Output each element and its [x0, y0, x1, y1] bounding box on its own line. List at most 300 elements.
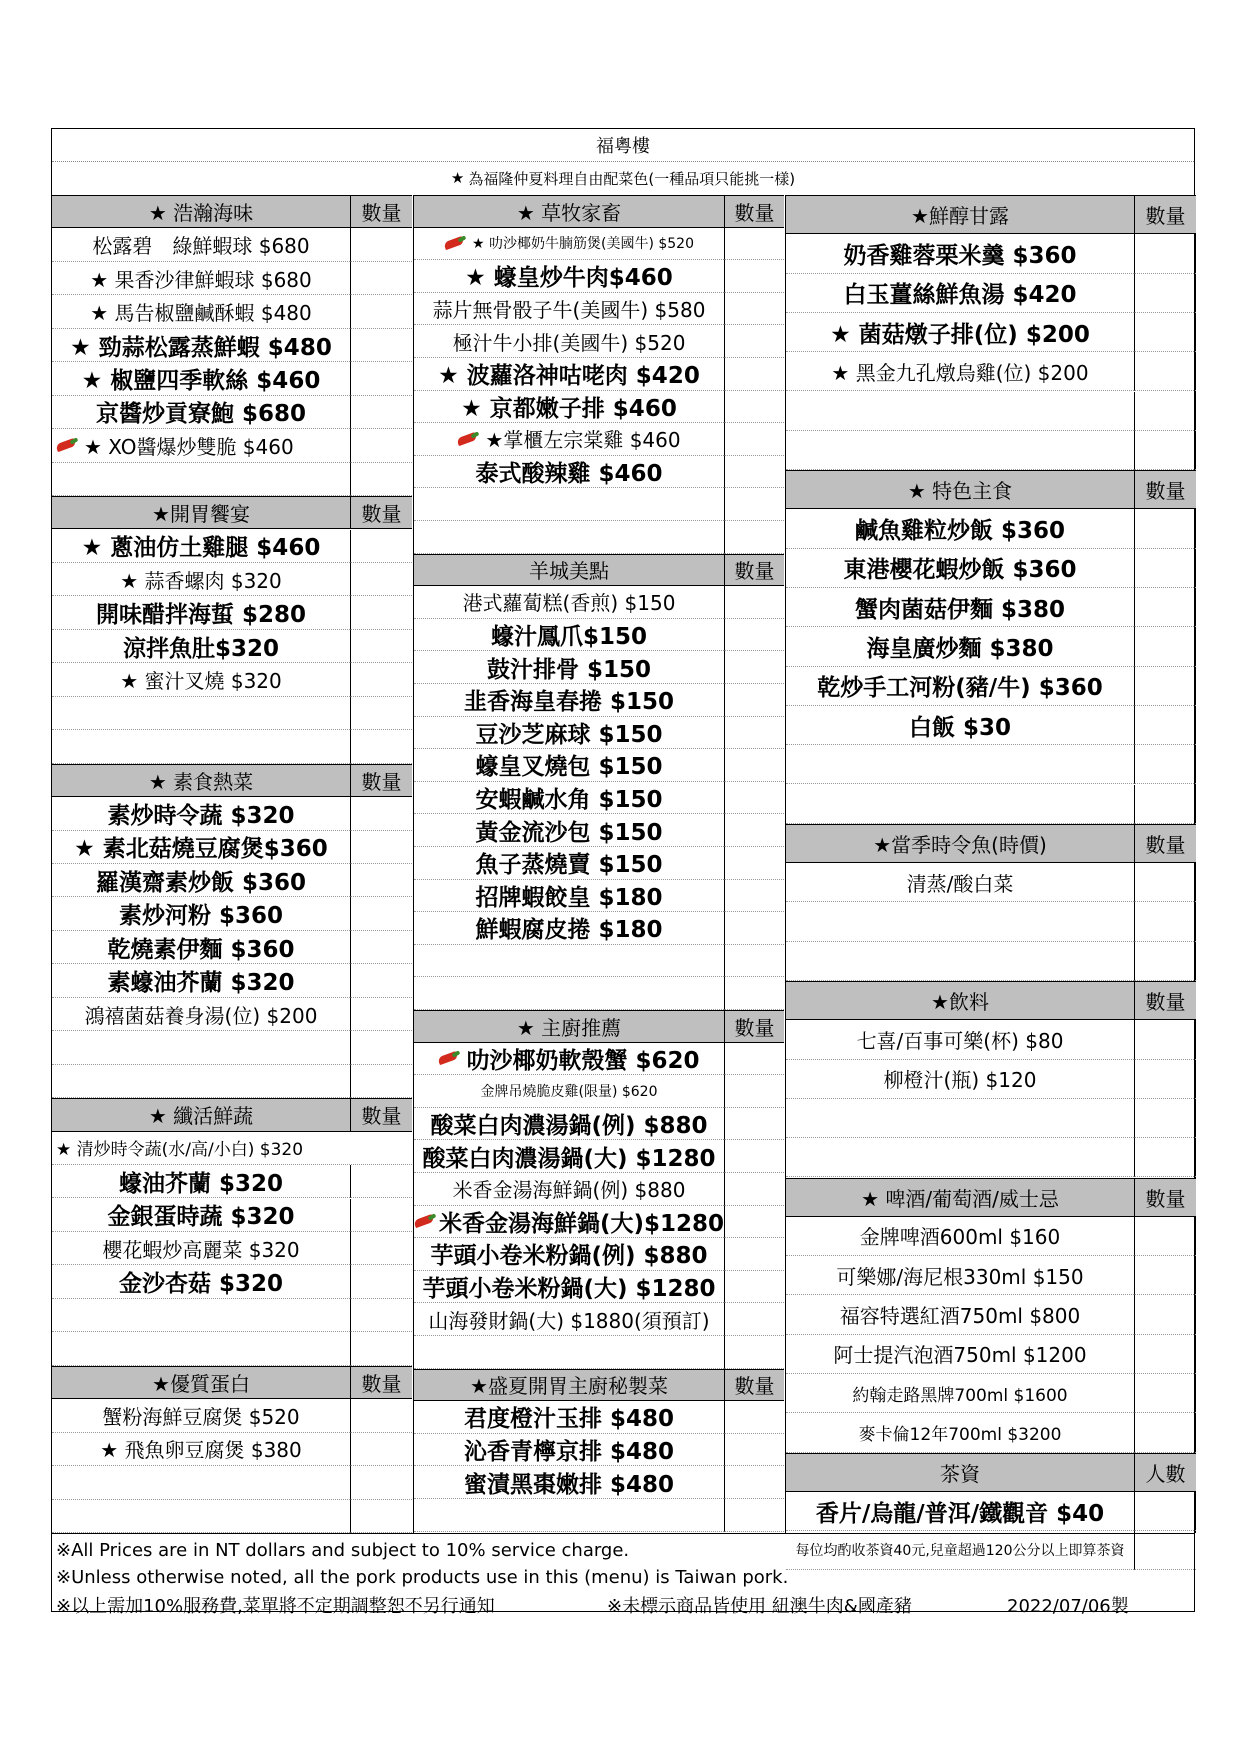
menu-item-label: ★掌櫃左宗棠雞 $460 — [485, 428, 681, 453]
quantity-cell[interactable] — [724, 1499, 784, 1532]
chili-pepper-icon — [438, 1052, 460, 1064]
quantity-cell[interactable] — [350, 897, 412, 930]
menu-item[interactable] — [786, 1217, 1134, 1256]
menu-item[interactable] — [786, 509, 1134, 548]
quantity-header: 數量 — [350, 764, 412, 797]
menu-item-label: 蠔汁鳳爪$150 — [490, 624, 647, 651]
menu-item-label: 涼拌魚肚$320 — [122, 635, 279, 662]
menu-item[interactable] — [786, 274, 1134, 313]
quantity-cell[interactable] — [350, 730, 412, 763]
menu-item-label: 素炒河粉 $360 — [118, 903, 284, 930]
menu-item[interactable] — [786, 588, 1134, 627]
chili-pepper-icon — [414, 1215, 433, 1227]
quantity-cell[interactable] — [350, 563, 412, 596]
menu-item-label: 鼓汁排骨 $150 — [486, 656, 652, 683]
menu-item-label: 豆沙芝麻球 $150 — [475, 721, 663, 748]
quantity-cell[interactable] — [1134, 1335, 1196, 1374]
menu-item-label: 阿士提汽泡酒750ml $1200 — [833, 1343, 1087, 1368]
menu-item-label: 酸菜白肉濃湯鍋(例) $880 — [430, 1113, 708, 1140]
quantity-cell[interactable] — [724, 456, 784, 489]
menu-item-label: 每位均酌收茶資40元,兒童超過120公分以上即算茶資 — [795, 1543, 1125, 1560]
quantity-cell[interactable] — [350, 295, 412, 328]
menu-item-label: ★ 蜜汁叉燒 $320 — [120, 669, 282, 694]
quantity-cell[interactable] — [350, 697, 412, 730]
quantity-cell[interactable] — [724, 423, 784, 456]
empty-row — [786, 392, 1134, 431]
menu-item[interactable] — [414, 1140, 724, 1173]
menu-item[interactable] — [52, 630, 350, 663]
menu-item-label: ★ 叻沙椰奶牛腩筋煲(美國牛) $520 — [471, 236, 694, 253]
menu-item[interactable] — [414, 814, 724, 847]
quantity-header: 數量 — [1134, 824, 1196, 863]
menu-item[interactable] — [786, 1020, 1134, 1059]
menu-item-label: 海皇廣炒麵 $380 — [866, 635, 1054, 662]
menu-item-label: 奶香雞蓉栗米羹 $360 — [843, 242, 1077, 269]
menu-item[interactable] — [414, 880, 724, 913]
quantity-header: 數量 — [724, 1010, 784, 1043]
menu-item-label: 泰式酸辣雞 $460 — [475, 461, 663, 488]
menu-item[interactable] — [414, 228, 724, 261]
quantity-cell[interactable] — [724, 945, 784, 978]
empty-row — [414, 1499, 724, 1532]
menu-item[interactable] — [52, 295, 350, 328]
quantity-cell[interactable] — [1134, 1060, 1196, 1099]
quantity-cell[interactable] — [1134, 234, 1196, 273]
quantity-cell[interactable] — [350, 429, 412, 462]
menu-item-label: ★ 飛魚卵豆腐煲 $380 — [100, 1438, 302, 1463]
menu-item[interactable] — [414, 912, 724, 945]
menu-item-label: 港式蘿蔔糕(香煎) $150 — [462, 591, 676, 616]
footer-meat-origin-zh: ※未標示商品皆使用 紐澳牛肉&國產豬 — [607, 1596, 912, 1617]
menu-item-label: 鮮蝦腐皮捲 $180 — [475, 917, 663, 944]
menu-item-label: 安蝦鹹水角 $150 — [475, 787, 663, 814]
category-header: ★開胃饗宴 — [52, 496, 350, 529]
menu-item[interactable] — [786, 234, 1134, 273]
quantity-cell[interactable] — [350, 596, 412, 629]
menu-item[interactable] — [414, 782, 724, 815]
menu-item-label: 米香金湯海鮮鍋(大)$1280 — [438, 1210, 724, 1237]
quantity-cell[interactable] — [724, 814, 784, 847]
quantity-cell[interactable] — [350, 1065, 412, 1098]
menu-item[interactable] — [786, 313, 1134, 352]
quantity-cell[interactable] — [350, 1299, 412, 1332]
empty-row — [52, 1299, 350, 1332]
menu-item[interactable] — [52, 931, 350, 964]
menu-item-label: 金銀蛋時蔬 $320 — [107, 1204, 295, 1231]
menu-item-label: 蟹粉海鮮豆腐煲 $520 — [102, 1404, 300, 1429]
menu-item[interactable] — [52, 396, 350, 429]
quantity-cell[interactable] — [724, 391, 784, 424]
empty-row — [414, 521, 724, 554]
menu-item[interactable] — [414, 586, 724, 619]
category-header: 羊城美點 — [414, 554, 724, 587]
quantity-cell[interactable] — [724, 782, 784, 815]
menu-item[interactable] — [52, 1232, 350, 1265]
menu-item[interactable] — [786, 1060, 1134, 1099]
menu-item-label: 鴻禧菌菇養身湯(位) $200 — [84, 1003, 318, 1028]
quantity-cell[interactable] — [724, 521, 784, 554]
menu-item-label: ★ 素北菇燒豆腐煲$360 — [74, 836, 328, 863]
menu-item[interactable] — [414, 619, 724, 652]
quantity-cell[interactable] — [1134, 745, 1196, 784]
quantity-cell[interactable] — [724, 1140, 784, 1173]
quantity-cell[interactable] — [1134, 1020, 1196, 1059]
menu-item-label: 酸菜白肉濃湯鍋(大) $1280 — [422, 1145, 716, 1172]
menu-item-label: 香片/烏龍/普洱/鐵觀音 $40 — [815, 1500, 1105, 1527]
menu-item[interactable] — [52, 329, 350, 362]
quantity-cell[interactable] — [724, 488, 784, 521]
empty-row — [414, 488, 724, 521]
quantity-cell[interactable] — [724, 717, 784, 750]
menu-item[interactable] — [414, 358, 724, 391]
quantity-header: 數量 — [1134, 470, 1196, 509]
empty-row — [52, 1500, 350, 1533]
menu-item-label: 清蒸/酸白菜 — [906, 871, 1014, 896]
quantity-cell[interactable] — [350, 530, 412, 563]
menu-item-label: ★ 蔥油仿土雞腿 $460 — [81, 535, 321, 562]
menu-item-label: 芋頭小卷米粉鍋(大) $1280 — [422, 1276, 716, 1303]
menu-item-label: 魚子蒸燒賣 $150 — [475, 852, 663, 879]
empty-row — [52, 463, 350, 496]
footer-pork-origin-en: ※Unless otherwise noted, all the pork products use in this (menu) is Taiwan pork. — [56, 1567, 789, 1588]
menu-item[interactable] — [414, 651, 724, 684]
quantity-cell[interactable] — [350, 1165, 412, 1198]
category-header: ★ 主廚推薦 — [414, 1010, 724, 1043]
quantity-header: 數量 — [724, 195, 784, 228]
quantity-cell[interactable] — [1134, 1099, 1196, 1138]
menu-item[interactable] — [414, 260, 724, 293]
menu-item[interactable] — [52, 897, 350, 930]
menu-item-label: ★ XO醬爆炒雙脆 $460 — [84, 434, 294, 459]
quantity-cell[interactable] — [350, 329, 412, 362]
quantity-cell[interactable] — [350, 1332, 412, 1365]
quantity-cell[interactable] — [1134, 785, 1196, 824]
quantity-cell[interactable] — [1134, 627, 1196, 666]
menu-item-label: 蠔皇叉燒包 $150 — [475, 754, 663, 781]
category-header: ★ 纖活鮮蔬 — [52, 1098, 350, 1131]
menu-item-label: 素炒時令蔬 $320 — [107, 802, 295, 829]
quantity-cell[interactable] — [724, 228, 784, 261]
quantity-cell[interactable] — [350, 262, 412, 295]
chili-pepper-icon — [56, 439, 78, 451]
quantity-cell[interactable] — [350, 931, 412, 964]
quantity-cell[interactable] — [350, 831, 412, 864]
footer-service-charge-en: ※All Prices are in NT dollars and subject to 10% service charge. — [56, 1540, 630, 1561]
menu-item[interactable] — [786, 1256, 1134, 1295]
quantity-cell[interactable] — [350, 362, 412, 395]
quantity-cell[interactable] — [350, 998, 412, 1031]
menu-item-label: ★ 蠔皇炒牛肉$460 — [465, 265, 673, 292]
menu-item[interactable] — [52, 831, 350, 864]
menu-item-label: ★ 清炒時令蔬(水/高/小白) $320 — [56, 1140, 304, 1161]
menu-item-label: 白玉薑絲鮮魚湯 $420 — [843, 282, 1077, 309]
menu-item-label: ★ 果香沙律鮮蝦球 $680 — [90, 267, 312, 292]
quantity-cell[interactable] — [1134, 352, 1196, 391]
menu-item-label: 山海發財鍋(大) $1880(須預訂) — [428, 1308, 710, 1333]
menu-item[interactable] — [52, 228, 350, 261]
quantity-cell[interactable] — [350, 964, 412, 997]
quantity-cell[interactable] — [724, 1336, 784, 1369]
quantity-cell[interactable] — [350, 1265, 412, 1298]
menu-item[interactable] — [52, 362, 350, 395]
quantity-cell[interactable] — [724, 1043, 784, 1076]
menu-item-label: 君度橙汁玉排 $480 — [463, 1406, 675, 1433]
empty-row — [52, 1031, 350, 1064]
quantity-cell[interactable] — [1134, 1374, 1196, 1413]
menu-item-label: 黃金流沙包 $150 — [475, 819, 663, 846]
menu-item[interactable] — [52, 864, 350, 897]
menu-item[interactable] — [52, 964, 350, 997]
menu-item-label: ★ 菌菇燉子排(位) $200 — [830, 321, 1090, 348]
quantity-cell[interactable] — [1134, 392, 1196, 431]
menu-item[interactable] — [52, 1265, 350, 1298]
menu-item-label: 金牌吊燒脆皮雞(限量) $620 — [480, 1083, 658, 1100]
quantity-cell[interactable] — [350, 1433, 412, 1466]
quantity-cell[interactable] — [350, 663, 412, 696]
category-header: ★當季時令魚(時價) — [786, 824, 1134, 863]
menu-item-label: 東港櫻花蝦炒飯 $360 — [843, 557, 1077, 584]
quantity-cell[interactable] — [1134, 1256, 1196, 1295]
quantity-cell[interactable] — [724, 619, 784, 652]
menu-item-label: 約翰走路黑牌700ml $1600 — [852, 1385, 1068, 1406]
menu-item-label: ★ 蒜香螺肉 $320 — [120, 568, 282, 593]
category-header: ★飲料 — [786, 981, 1134, 1020]
menu-item-label: ★ 黑金九孔燉烏雞(位) $200 — [831, 360, 1089, 385]
menu-item[interactable] — [414, 391, 724, 424]
menu-item[interactable] — [414, 1434, 724, 1467]
menu-item[interactable] — [414, 1466, 724, 1499]
menu-item-label: 白飯 $30 — [908, 714, 1012, 741]
quantity-cell[interactable] — [350, 1199, 412, 1232]
menu-item-label: ★ 京都嫩子排 $460 — [461, 395, 677, 422]
menu-item[interactable] — [414, 1108, 724, 1141]
quantity-header: 數量 — [350, 195, 412, 228]
menu-item-label: 乾炒手工河粉(豬/牛) $360 — [817, 675, 1103, 702]
menu-item-label: 柳橙汁(瓶) $120 — [883, 1068, 1037, 1093]
quantity-cell[interactable] — [1134, 1138, 1196, 1177]
menu-item[interactable] — [414, 325, 724, 358]
quantity-header: 數量 — [1134, 1178, 1196, 1217]
menu-item-label: ★ 波蘿洛神咕咾肉 $420 — [438, 363, 700, 390]
quantity-cell[interactable] — [724, 1206, 784, 1239]
quantity-cell[interactable] — [724, 358, 784, 391]
menu-item[interactable] — [52, 530, 350, 563]
quantity-cell[interactable] — [1134, 549, 1196, 588]
menu-item-label: ★ 馬告椒鹽鹹酥蝦 $480 — [90, 301, 312, 326]
menu-item[interactable] — [52, 1165, 350, 1198]
menu-item[interactable] — [52, 1399, 350, 1432]
footer-service-charge-zh: ※以上需加10%服務費,菜單將不定期調整恕不另行通知 — [56, 1596, 495, 1617]
menu-item[interactable] — [414, 1238, 724, 1271]
menu-item[interactable] — [414, 456, 724, 489]
quantity-cell[interactable] — [1134, 431, 1196, 470]
menu-item-label: 羅漢齋素炒飯 $360 — [95, 869, 307, 896]
quantity-cell[interactable] — [724, 1434, 784, 1467]
menu-item[interactable] — [52, 998, 350, 1031]
menu-item[interactable] — [414, 1173, 724, 1206]
menu-item[interactable] — [52, 1433, 350, 1466]
quantity-cell[interactable] — [724, 1075, 784, 1108]
menu-item[interactable] — [52, 1199, 350, 1232]
empty-row — [786, 1138, 1134, 1177]
quantity-cell[interactable] — [724, 1466, 784, 1499]
menu-item[interactable] — [786, 627, 1134, 666]
quantity-cell[interactable] — [724, 1303, 784, 1336]
quantity-cell[interactable] — [724, 749, 784, 782]
category-header: 茶資 — [786, 1453, 1134, 1492]
menu-item[interactable] — [786, 549, 1134, 588]
quantity-cell[interactable] — [350, 1500, 412, 1533]
menu-item[interactable] — [52, 262, 350, 295]
quantity-cell[interactable] — [1134, 863, 1196, 902]
menu-item-label: 素蠔油芥蘭 $320 — [107, 970, 295, 997]
quantity-cell[interactable] — [1134, 1295, 1196, 1334]
menu-item-label: 極汁牛小排(美國牛) $520 — [452, 330, 686, 355]
menu-item[interactable] — [786, 1335, 1134, 1374]
menu-item-label: 韭香海皇春捲 $150 — [463, 689, 675, 716]
empty-row — [786, 1099, 1134, 1138]
quantity-cell[interactable] — [350, 1466, 412, 1499]
quantity-header: 數量 — [350, 496, 412, 529]
menu-item-label: 可樂娜/海尼根330ml $150 — [836, 1264, 1084, 1289]
quantity-cell[interactable] — [724, 684, 784, 717]
menu-item-label: 麥卡倫12年700ml $3200 — [858, 1424, 1062, 1445]
quantity-cell[interactable] — [350, 1031, 412, 1064]
menu-item-label: 福容特選紅酒750ml $800 — [839, 1304, 1081, 1329]
empty-row — [52, 1332, 350, 1365]
quantity-header: 數量 — [724, 554, 784, 587]
quantity-cell[interactable] — [724, 586, 784, 619]
category-header: ★ 啤酒/葡萄酒/威士忌 — [786, 1178, 1134, 1217]
quantity-cell[interactable] — [724, 1108, 784, 1141]
empty-row — [786, 785, 1134, 824]
menu-item[interactable] — [52, 596, 350, 629]
category-header: ★ 特色主食 — [786, 470, 1134, 509]
menu-item[interactable] — [52, 663, 350, 696]
category-header: ★ 浩瀚海味 — [52, 195, 350, 228]
menu-item-label: 鹹魚雞粒炒飯 $360 — [854, 518, 1066, 545]
quantity-cell[interactable] — [724, 293, 784, 326]
quantity-cell[interactable] — [724, 880, 784, 913]
menu-item[interactable] — [786, 352, 1134, 391]
menu-item-label: 蟹肉菌菇伊麵 $380 — [854, 596, 1066, 623]
quantity-cell[interactable] — [1134, 274, 1196, 313]
quantity-cell[interactable] — [724, 912, 784, 945]
menu-item[interactable] — [414, 423, 724, 456]
menu-item[interactable] — [52, 429, 350, 462]
quantity-cell[interactable] — [1134, 509, 1196, 548]
quantity-cell[interactable] — [350, 1399, 412, 1432]
quantity-cell[interactable] — [350, 630, 412, 663]
quantity-cell[interactable] — [724, 260, 784, 293]
category-header: ★ 素食熱菜 — [52, 764, 350, 797]
quantity-cell[interactable] — [1134, 313, 1196, 352]
menu-item[interactable] — [786, 1374, 1134, 1413]
menu-column-3 — [786, 195, 1196, 1560]
quantity-cell[interactable] — [724, 1173, 784, 1206]
menu-column-1 — [52, 195, 414, 1533]
menu-item[interactable] — [414, 1206, 724, 1239]
empty-row — [52, 697, 350, 730]
quantity-header: 數量 — [350, 1366, 412, 1399]
menu-item-label: 開味醋拌海蜇 $280 — [95, 602, 307, 629]
footer-date: 2022/07/06製 — [1007, 1596, 1129, 1617]
menu-item-label: 蜜漬黑棗嫩排 $480 — [463, 1471, 675, 1498]
menu-item-label: 蠔油芥蘭 $320 — [118, 1170, 284, 1197]
quantity-cell[interactable] — [724, 847, 784, 880]
menu-item[interactable] — [414, 1075, 724, 1108]
quantity-cell[interactable] — [724, 1238, 784, 1271]
menu-item[interactable] — [786, 1492, 1134, 1531]
menu-item-label: 京醬炒貢寮鮑 $680 — [95, 401, 307, 428]
quantity-cell[interactable] — [724, 325, 784, 358]
menu-item[interactable] — [52, 1132, 412, 1165]
menu-item-label: 招牌蝦餃皇 $180 — [475, 884, 663, 911]
menu-item[interactable] — [414, 1303, 724, 1336]
menu-item[interactable] — [414, 1043, 724, 1076]
quantity-cell[interactable] — [724, 1271, 784, 1304]
quantity-cell[interactable] — [1134, 1413, 1196, 1452]
quantity-cell[interactable] — [350, 864, 412, 897]
quantity-cell[interactable] — [1134, 1492, 1196, 1531]
quantity-cell[interactable] — [1134, 1217, 1196, 1256]
quantity-cell[interactable] — [1134, 902, 1196, 941]
menu-item[interactable] — [414, 717, 724, 750]
menu-item[interactable] — [414, 684, 724, 717]
empty-row — [786, 431, 1134, 470]
menu-item-label: 蒜片無骨骰子牛(美國牛) $580 — [432, 298, 706, 323]
quantity-cell[interactable] — [724, 651, 784, 684]
menu-item-label: 米香金湯海鮮鍋(例) $880 — [452, 1178, 686, 1203]
menu-item[interactable] — [786, 1295, 1134, 1334]
menu-column-2 — [414, 195, 786, 1533]
menu-item[interactable] — [786, 667, 1134, 706]
menu-item-label: 沁香青檸京排 $480 — [463, 1439, 675, 1466]
quantity-cell[interactable] — [1134, 942, 1196, 981]
empty-row — [414, 945, 724, 978]
menu-item-label: ★ 勁蒜松露蒸鮮蝦 $480 — [70, 334, 332, 361]
star-icon: ★ — [450, 169, 465, 187]
menu-item[interactable] — [786, 1413, 1134, 1452]
menu-item-label: 乾燒素伊麵 $360 — [107, 936, 295, 963]
empty-row — [414, 1336, 724, 1369]
menu-item[interactable] — [786, 863, 1134, 902]
quantity-cell[interactable] — [350, 1232, 412, 1265]
empty-row — [52, 1065, 350, 1098]
menu-item[interactable] — [414, 1271, 724, 1304]
quantity-cell[interactable] — [724, 1401, 784, 1434]
quantity-cell[interactable] — [1134, 706, 1196, 745]
quantity-cell[interactable] — [350, 463, 412, 496]
quantity-cell[interactable] — [350, 797, 412, 830]
quantity-cell[interactable] — [350, 396, 412, 429]
chili-pepper-icon — [457, 433, 479, 445]
quantity-cell[interactable] — [724, 977, 784, 1010]
menu-item[interactable] — [414, 847, 724, 880]
menu-item[interactable] — [414, 293, 724, 326]
menu-item-label: 七喜/百事可樂(杯) $80 — [856, 1028, 1064, 1053]
quantity-cell[interactable] — [1134, 667, 1196, 706]
menu-item[interactable] — [414, 749, 724, 782]
quantity-header: 數量 — [1134, 195, 1196, 234]
menu-item[interactable] — [414, 1401, 724, 1434]
menu-item[interactable] — [52, 797, 350, 830]
category-header: ★ 草牧家畜 — [414, 195, 724, 228]
menu-item[interactable] — [52, 563, 350, 596]
quantity-cell[interactable] — [1134, 588, 1196, 627]
menu-item[interactable] — [786, 706, 1134, 745]
quantity-cell[interactable] — [350, 228, 412, 261]
